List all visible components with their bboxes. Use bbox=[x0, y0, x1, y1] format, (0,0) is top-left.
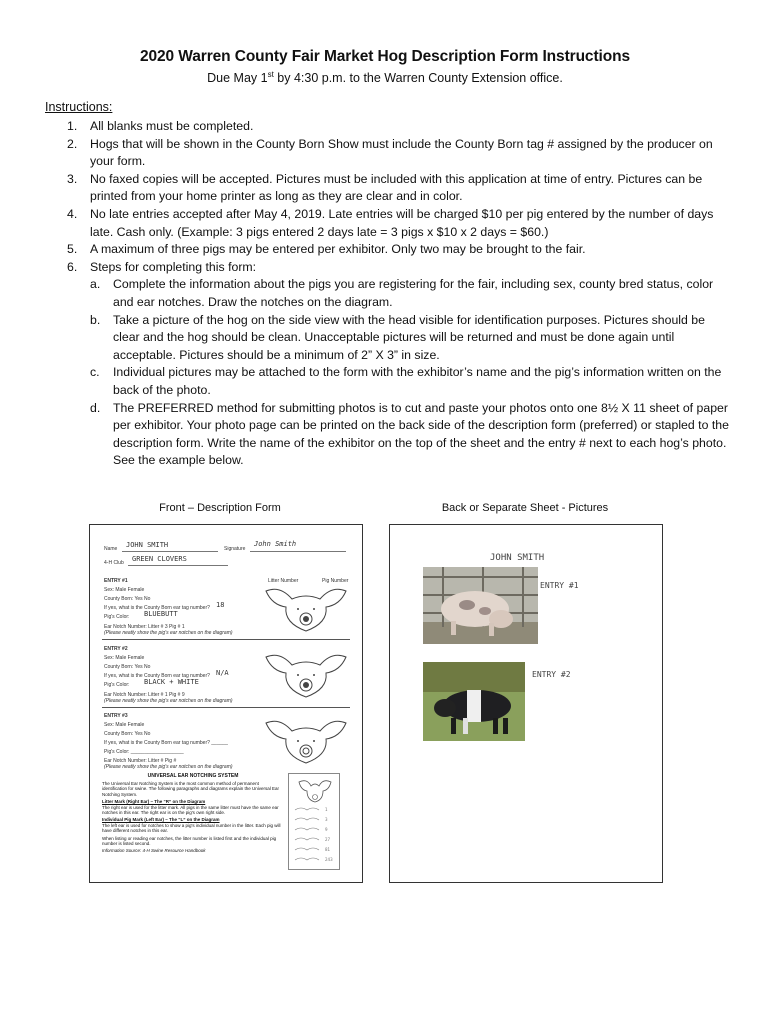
step-item: c. Individual pictures may be attached to the form with the exhibitor’s name and the pig’s information written on the back of the photo. bbox=[90, 365, 722, 397]
notch-diagram-box bbox=[288, 773, 340, 870]
step-item: b. Take a picture of the hog on the side view with the head visible for identification purposes. Pictures should be clear and the hog should be clean. Unacceptable pictures will be returned and must be done again until acceptable. Pictures should be a minimum of 2” X 3” in size. bbox=[90, 312, 705, 362]
list-item: 3. No faxed copies will be accepted. Pictures must be included with this application at time of entry. Pictures can be printed from your home printer as long as they are clear and in color. bbox=[67, 171, 703, 204]
name-label: Name bbox=[104, 546, 118, 552]
pig-photo-2 bbox=[423, 662, 525, 741]
due-date-line: Due May 1st by 4:30 p.m. to the Warren County Extension office. bbox=[207, 70, 563, 86]
entry1-sex: Sex: Male Female bbox=[104, 587, 145, 593]
list-item: 4. No late entries accepted after May 4, 2019. Late entries will be charged $10 per pig entered by the number of days late. Cash only. (Example: 3 pigs entered 2 days late = 3 pigs x $10 x 2 days = $60.) bbox=[67, 206, 714, 239]
entry1-note: (Please neatly show the pig's ear notches on the diagram) bbox=[104, 630, 233, 636]
entry-divider bbox=[102, 639, 350, 640]
svg-text:243: 243 bbox=[325, 857, 333, 862]
signature-line bbox=[250, 551, 346, 552]
entry-divider bbox=[102, 707, 350, 708]
back-name: JOHN SMITH bbox=[490, 553, 545, 563]
club-value: GREEN CLOVERS bbox=[132, 555, 187, 563]
notching-paragraph: The Universal Ear Notching System is the most common method of permanent identification for swine. The following paragraphs and diagrams explain the Universal Ear Notching System. bbox=[102, 781, 280, 797]
entry2-title: ENTRY #2 bbox=[104, 646, 128, 652]
entry2-color: Pig's Color: bbox=[104, 682, 130, 688]
signature-value: John Smith bbox=[254, 540, 297, 548]
entry3-title: ENTRY #3 bbox=[104, 713, 128, 719]
entry2-tag-value: N/A bbox=[216, 669, 229, 677]
step-item: a. Complete the information about the pigs you are registering for the fair, including sex, county bred status, color and ear notches. Draw the notches on the diagram. bbox=[90, 277, 714, 309]
entry3-sex: Sex: Male Female bbox=[104, 722, 145, 728]
pig-face-diagram-icon bbox=[262, 583, 350, 635]
entry1-notch: Ear Notch Number: Litter # 3 Pig # 1 bbox=[104, 624, 185, 630]
list-item: 1. All blanks must be completed. bbox=[67, 119, 254, 133]
notching-subheading: Individual Pig Mark (Left Ear) – The “L” on the Diagram bbox=[102, 817, 220, 823]
entry1-county-born: County Born: Yes No bbox=[104, 596, 151, 602]
pig-face-diagram-icon bbox=[262, 649, 350, 701]
entry3-county-born: County Born: Yes No bbox=[104, 731, 151, 737]
notching-title: UNIVERSAL EAR NOTCHING SYSTEM bbox=[147, 773, 239, 779]
entry1-tag: If yes, what is the County Born ear tag number? bbox=[104, 605, 210, 611]
entry1-color: Pig's Color: bbox=[104, 614, 130, 620]
name-line bbox=[122, 551, 218, 552]
entry1-title: ENTRY #1 bbox=[104, 578, 128, 584]
list-item: 6. Steps for completing this form: a. Complete the information about the pigs you are registering for the fair, including sex, county bred status, color and ear notches. Draw the notches on the diagram. b. Take a picture of the hog on the side view with the head visible for identification purposes. Pictures should be clear and the hog should be clean. Unacceptable pictures will be returned and must be done again until acceptable. Pictures should be a minimum of 2” X 3” in size. c. Individual pictures may be attached to the form with the exhibitor’s name and the pig’s information written on the back of the photo. d. The PREFERRED method for submitting photos is to cut and paste your photos onto one 8½ X 11 sheet of paper per exhibitor. Your photo page can be printed on the back side of the description form (preferred) or stapled to the description form. Write the name of the exhibitor on the top of the sheet and the entry # next to each hog’s photo. See the example below. bbox=[45, 259, 735, 470]
entry2-note: (Please neatly show the pig's ear notches on the diagram) bbox=[104, 698, 233, 704]
svg-text:81: 81 bbox=[325, 847, 331, 852]
svg-text:27: 27 bbox=[325, 837, 331, 842]
notching-paragraph: The right ear is used for the litter mark. All pigs in the same litter must have the same ear notches in this ear. The right ear is on the pig's own right side. bbox=[102, 804, 279, 816]
pig-face-diagram-icon bbox=[262, 715, 350, 767]
signature-label: Signature bbox=[224, 546, 246, 552]
entry2-color-value: BLACK + WHITE bbox=[144, 678, 199, 686]
front-form-example bbox=[89, 524, 363, 883]
diagram-label-right: Pig Number bbox=[322, 578, 349, 584]
back-entry2-label: ENTRY #2 bbox=[532, 670, 571, 679]
entry2-county-born: County Born: Yes No bbox=[104, 664, 151, 670]
entry2-notch: Ear Notch Number: Litter # 1 Pig # 9 bbox=[104, 692, 185, 698]
back-entry1-label: ENTRY #1 bbox=[540, 581, 579, 590]
notching-info bbox=[102, 773, 284, 868]
notching-source: Information Source: 4-H Swine Resource Handbook bbox=[102, 848, 206, 854]
page-title: 2020 Warren County Fair Market Hog Description Form Instructions bbox=[140, 48, 630, 65]
entry3-color: Pig's Color: ___________________ bbox=[104, 749, 184, 755]
entry3-note: (Please neatly show the pig's ear notches on the diagram) bbox=[104, 764, 233, 770]
notching-paragraph: The left ear is used for notches to show a pig's individual number in the litter. Each pig will have different notches in this ear. bbox=[102, 822, 281, 834]
club-line bbox=[128, 565, 228, 566]
back-sheet-example bbox=[389, 524, 663, 883]
instructions-list bbox=[45, 118, 735, 470]
ear-notch-chart-icon bbox=[289, 774, 339, 869]
list-item: 5. A maximum of three pigs may be entered per exhibitor. Only two may be brought to the fair. bbox=[67, 242, 586, 257]
step-item: d. The PREFERRED method for submitting photos is to cut and paste your photos onto one 8½ X 11 sheet of paper per exhibitor. Your photo page can be printed on the back side of the description form (preferred) or stapled to the description form. Write the name of the exhibitor on the top of the sheet and the entry # next to each hog’s photo. See the example below. bbox=[90, 400, 729, 468]
pig-photo-icon bbox=[423, 662, 525, 741]
entry2-tag: If yes, what is the County Born ear tag number? bbox=[104, 673, 210, 679]
instructions-heading: Instructions: bbox=[45, 100, 113, 114]
back-caption: Back or Separate Sheet - Pictures bbox=[441, 502, 609, 514]
svg-text:3: 3 bbox=[325, 817, 328, 822]
pig-photo-icon bbox=[423, 567, 538, 644]
list-item: 2. Hogs that will be shown in the County Born Show must include the County Born tag # assigned by the producer on your form. bbox=[67, 136, 713, 169]
pig-photo-1 bbox=[423, 567, 538, 644]
entry1-tag-value: 18 bbox=[216, 601, 225, 609]
svg-text:9: 9 bbox=[325, 827, 328, 832]
entry3-tag: If yes, what is the County Born ear tag number? ______ bbox=[104, 740, 228, 746]
steps-list bbox=[90, 276, 735, 470]
svg-text:1: 1 bbox=[325, 807, 328, 812]
entry3-notch: Ear Notch Number: Litter # Pig # bbox=[104, 758, 177, 764]
notching-subheading: Litter Mark (Right Ear) – The “R” on the Diagram bbox=[102, 799, 206, 805]
diagram-label-left: Litter Number bbox=[268, 578, 299, 584]
front-caption: Front – Description Form bbox=[159, 502, 281, 514]
notching-paragraph: When listing or reading ear notches, the litter number is listed first and the individual pig number is listed second. bbox=[102, 835, 277, 847]
name-value: JOHN SMITH bbox=[126, 541, 169, 549]
club-label: 4-H Club bbox=[104, 560, 124, 566]
entry1-color-value: BLUEBUTT bbox=[144, 610, 178, 618]
entry2-sex: Sex: Male Female bbox=[104, 655, 145, 661]
